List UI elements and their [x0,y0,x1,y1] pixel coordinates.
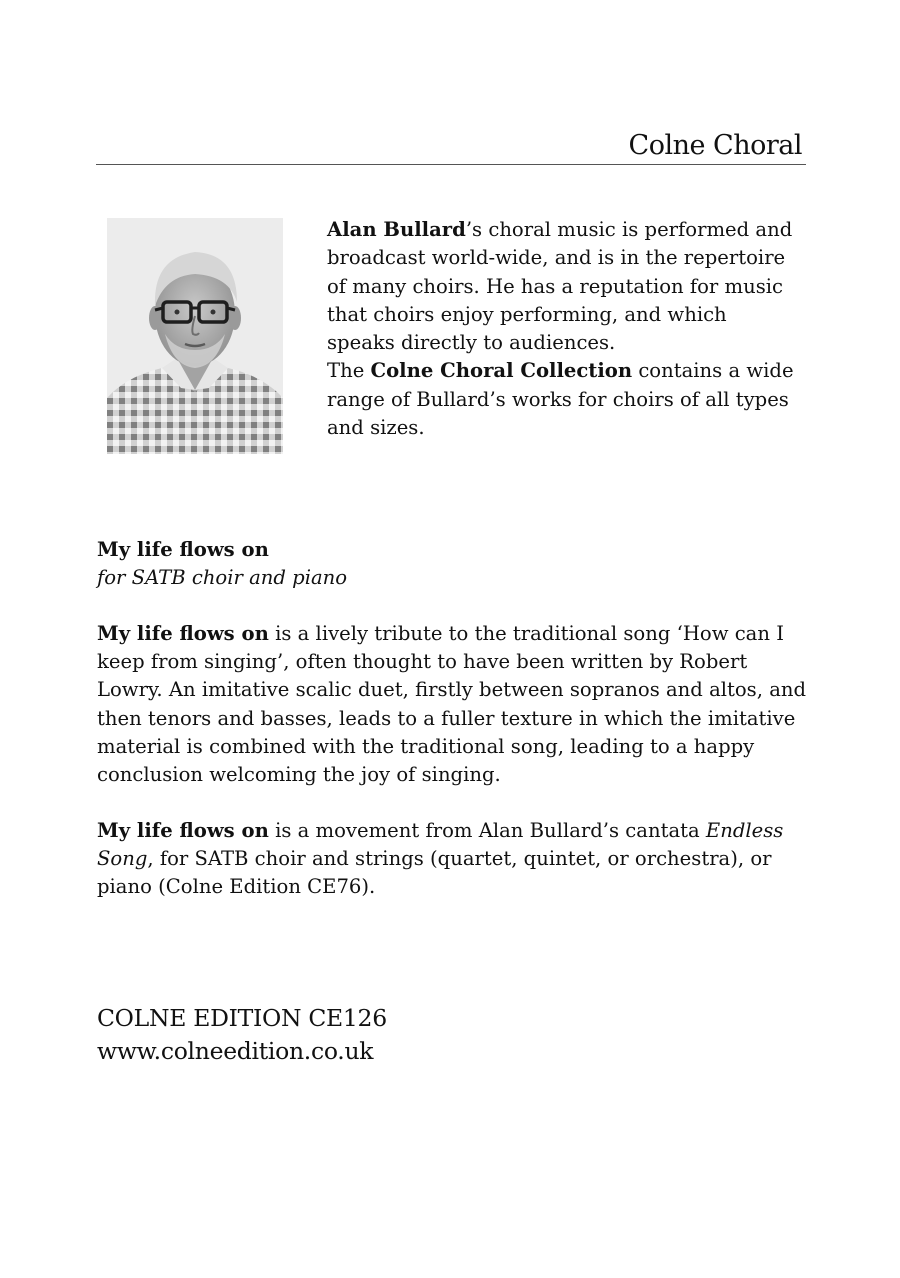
bio-text-1: ’s choral music is performed and broadcast world-wide, and is in the repertoire of many choirs. He has a reputation for music that choirs enjoy performing, and which speaks directly to audiences. [327,218,793,355]
collection-name: Colne Choral Collection [370,359,633,383]
description-paragraph-2 [97,817,807,902]
edition-number: COLNE EDITION CE126 [97,1004,387,1032]
para-1-title: My life flows on [97,622,269,645]
para-2-title: My life flows on [97,819,269,842]
bio-text-2-prefix: The [327,359,371,383]
cantata-title: Endless Song [97,819,784,871]
composer-bio [327,216,797,442]
composer-name: Alan Bullard [327,218,466,241]
para-2-text-a: is a movement from Alan Bullard’s cantata [268,819,706,842]
description-paragraph-1 [97,620,807,789]
piece-title: My life flows on [97,538,269,561]
page-header-title: Colne Choral [628,130,802,161]
bio-text-2-suffix: contains a wide range of Bullard’s works for choirs of all types and sizes. [327,359,794,440]
para-2-text-b: , for SATB choir and strings (quartet, quintet, or orchestra), or piano (Colne Edition CE76). [97,847,772,899]
publisher-website[interactable]: www.colneedition.co.uk [97,1037,374,1065]
composer-photo [107,218,283,454]
header-rule [96,164,806,165]
para-1-text: is a lively tribute to the traditional song ‘How can I keep from singing’, often thought to have been written by Robert Lowry. An imitative scalic duet, firstly between sopranos and altos, and then tenors and basses, leads to a fuller texture in which the imitative material is combined with the traditional song, leading to a happy conclusion welcoming the joy of singing. [97,622,807,787]
piece-subtitle: for SATB choir and piano [97,566,348,589]
